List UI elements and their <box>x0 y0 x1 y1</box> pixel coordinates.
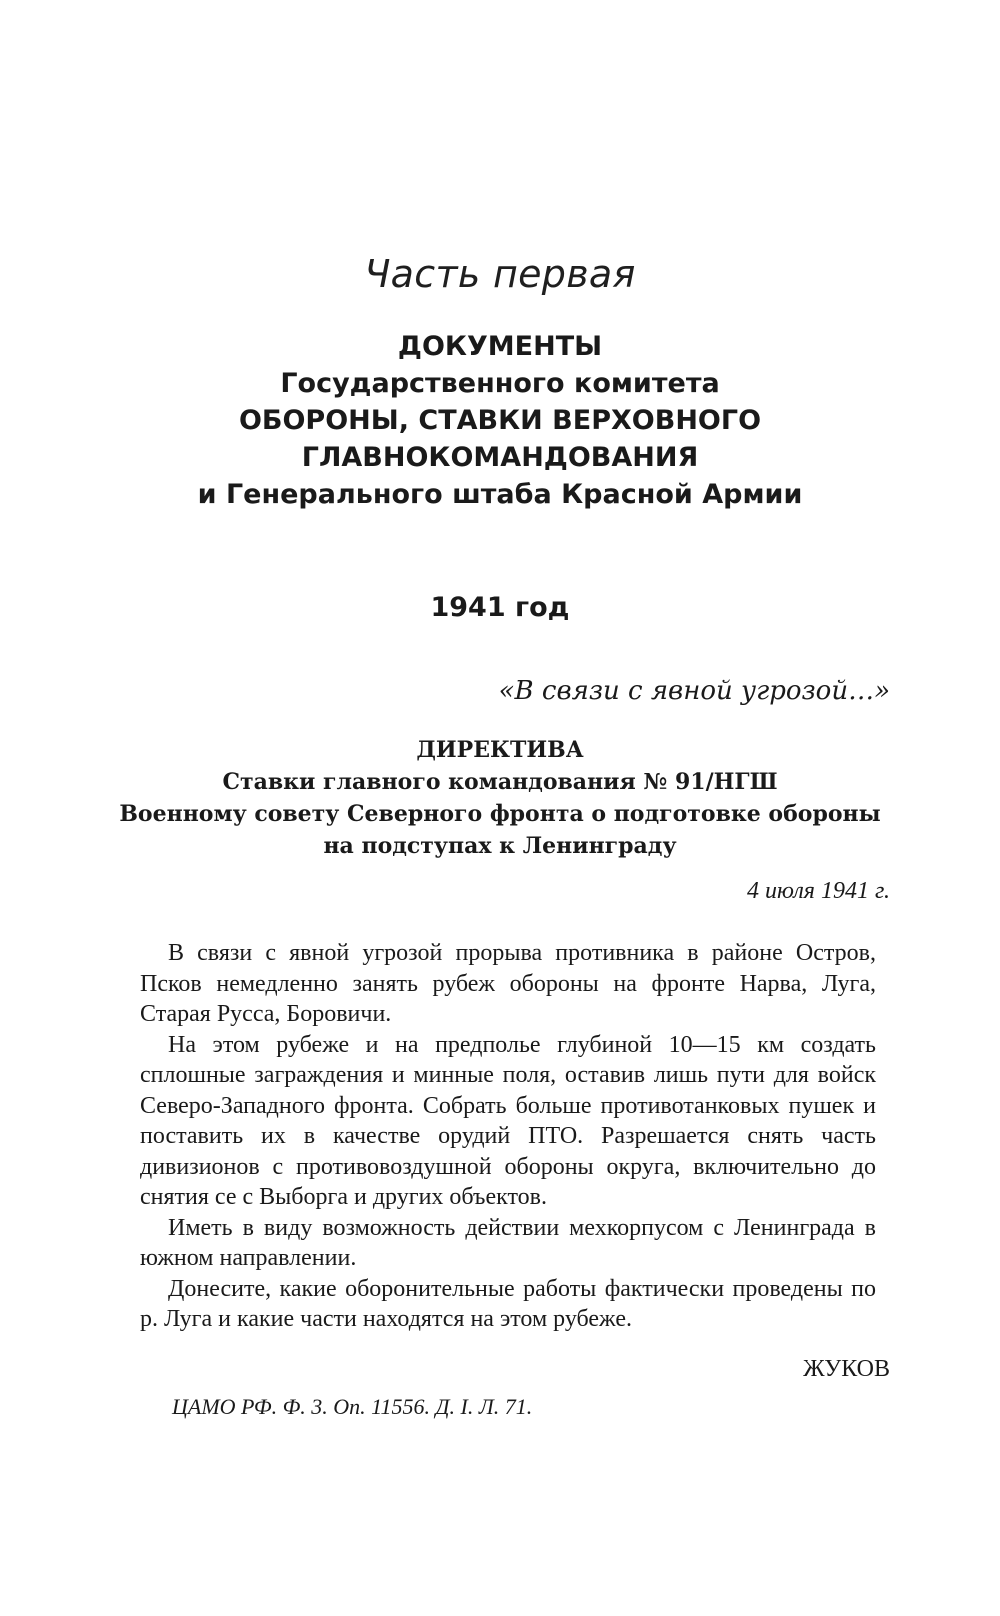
archive-source: ЦАМО РФ. Ф. 3. Оп. 11556. Д. I. Л. 71. <box>172 1394 533 1419</box>
paragraph: В связи с явной угрозой прорыва противника в районе Остров, Псков немедленно занять рубеж обороны на фронте Нарва, Луга, Старая Русса, Боровичи. <box>140 940 876 1027</box>
document-title-line-3: на подступах к Ленинграду <box>323 833 677 859</box>
heading-line-2: Государственного комитета <box>280 368 720 399</box>
heading-line-3: ОБОРОНЫ, СТАВКИ ВЕРХОВНОГО <box>238 405 762 436</box>
paragraph: Донесите, какие оборонительные работы фактически проведены по р. Луга и какие части находятся на этом рубеже. <box>140 1275 876 1332</box>
document-body <box>140 938 876 1335</box>
paragraph: Иметь в виду возможность действии мехкорпусом с Ленинграда в южном направлении. <box>140 1214 876 1271</box>
part-title: Часть первая <box>364 252 636 296</box>
heading-line-4: ГЛАВНОКОМАНДОВАНИЯ <box>301 442 699 473</box>
signature: ЖУКОВ <box>803 1356 890 1382</box>
section-heading <box>0 328 1000 513</box>
document-date: 4 июля 1941 г. <box>747 878 890 904</box>
heading-line-1: ДОКУМЕНТЫ <box>397 331 603 362</box>
document-title <box>0 734 1000 862</box>
document-title-line-2: Военному совету Северного фронта о подготовке обороны <box>119 801 881 827</box>
heading-line-5: и Генерального штаба Красной Армии <box>197 479 803 510</box>
paragraph: На этом рубеже и на предполье глубиной 10—15 км создать сплошные заграждения и минные поля, оставив лишь пути для войск Северо-Западного фронта. Собрать больше противотанковых пушек и поставить их в качестве орудий ПТО. Разрешается снять часть дивизионов с противовоздушной обороны округа, включительно до снятия се с Выборга и других объектов. <box>140 1031 876 1210</box>
document-type: ДИРЕКТИВА <box>416 737 584 763</box>
epigraph: «В связи с явной угрозой…» <box>498 676 890 706</box>
document-title-line-1: Ставки главного командования № 91/НГШ <box>222 769 778 795</box>
year-heading: 1941 год <box>430 592 570 623</box>
